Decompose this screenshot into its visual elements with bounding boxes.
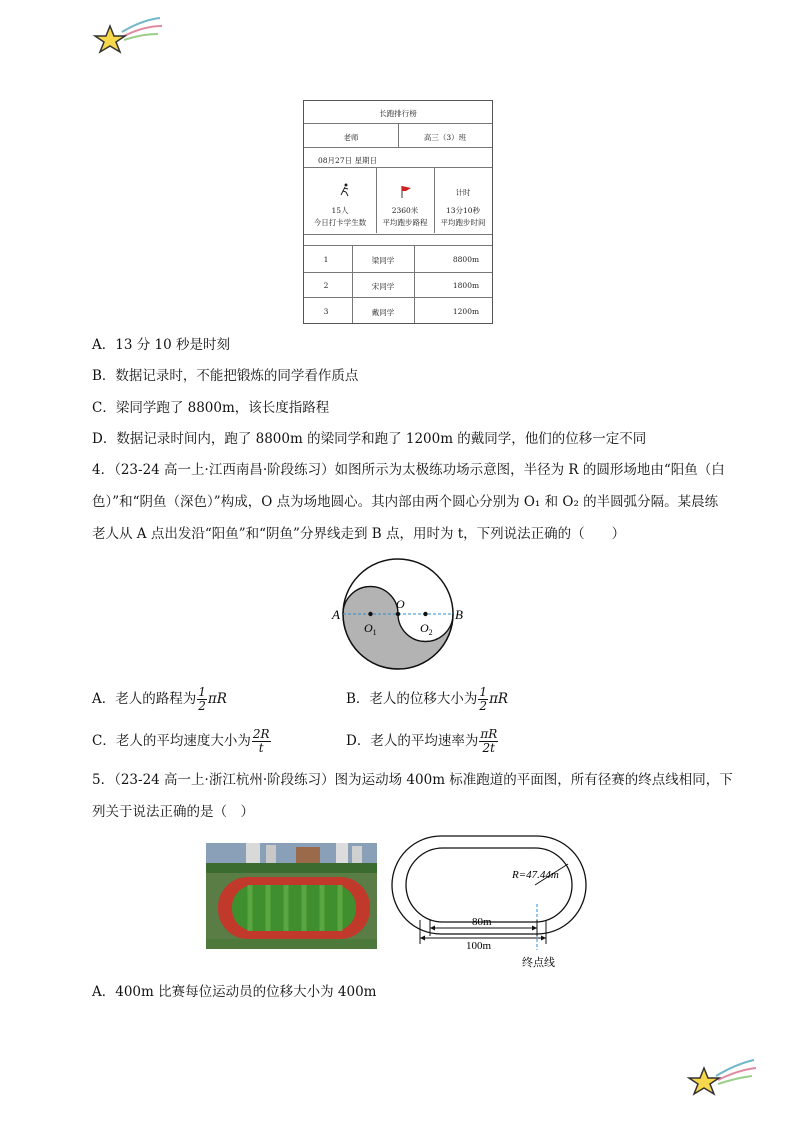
- q4-option-c: C．老人的平均速度大小为 $\frac{2R}{t}$: [92, 727, 270, 755]
- rank-name: 梁同学: [371, 256, 395, 265]
- q5-stem-line1: 5．（23-24 高一上·浙江杭州·阶段练习）图为运动场 400m 标准跑道的平面图，所有径赛的终点线相同，下: [92, 772, 733, 788]
- q3-option-c: C．梁同学跑了 8800m，该长度指路程: [92, 400, 330, 416]
- q4-option-d: D．老人的平均速率为 $\frac{\pi R}{2t}$: [346, 727, 498, 755]
- inner-lane: [406, 848, 572, 922]
- stat-label-students: 今日打卡学生数: [313, 218, 367, 227]
- rank-name: 宋同学: [371, 282, 395, 291]
- radius-label: R=47.44m: [512, 869, 559, 881]
- stat-label-distance: 平均跑步路程: [382, 218, 428, 227]
- runner-icon: [340, 183, 350, 197]
- stat-value-students: 15人: [331, 206, 349, 215]
- q4-stem-line1: 4．（23-24 高一上·江西南昌·阶段练习）如图所示为太极练功场示意图，半径为 R 的圆形场地由“阳鱼（白: [92, 462, 725, 478]
- rank-name: 戴同学: [371, 308, 395, 317]
- label-o2: $O_2$: [420, 621, 433, 637]
- q4-stem-line2: 色）”和“阴鱼（深色）”构成，O 点为场地圆心。其内部由两个圆心分别为 O₁ 和 O₂ 的半圆弧分隔。某晨练: [92, 494, 719, 510]
- board-class: 高三（3）班: [423, 133, 467, 142]
- len100-label: 100m: [466, 940, 492, 952]
- star-decoration-icon: [92, 14, 164, 58]
- q4-option-b: B．老人的位移大小为 $\frac{1}{2}$ πR: [346, 685, 509, 713]
- rank-number: 3: [323, 307, 329, 316]
- star-decoration-icon: [686, 1054, 758, 1098]
- rank-distance: 1800m: [452, 281, 480, 290]
- taiji-figure: [328, 558, 468, 670]
- stat-value-distance: 2360米: [391, 206, 419, 215]
- q5-stem-line2: 列关于说法正确的是（ ）: [92, 804, 254, 820]
- label-b: B: [455, 607, 463, 622]
- rank-distance: 8800m: [452, 255, 480, 264]
- finish-label: 终点线: [522, 957, 555, 969]
- q3-option-b: B．数据记录时，不能把锻炼的同学看作质点: [92, 368, 359, 384]
- len80-label: 80m: [472, 916, 492, 928]
- stadium-photo: [206, 843, 377, 949]
- q3-option-a: A．13 分 10 秒是时刻: [92, 337, 230, 353]
- q4-stem-line3: 老人从 A 点出发沿“阳鱼”和“阴鱼”分界线走到 B 点，用时为 t，下列说法正确的（ ）: [92, 526, 626, 542]
- label-o: O: [396, 597, 405, 611]
- board-teacher: 老师: [343, 133, 359, 142]
- stat-top-timer: 计时: [455, 188, 471, 197]
- q5-option-a: A．400m 比赛每位运动员的位移大小为 400m: [92, 984, 377, 1000]
- rank-number: 2: [323, 281, 329, 290]
- label-o1: $O_1$: [364, 621, 377, 637]
- flag-icon: [400, 185, 412, 199]
- board-title: 长跑排行榜: [379, 109, 417, 118]
- rank-number: 1: [323, 255, 329, 264]
- board-date: 08月27日 星期日: [318, 156, 377, 165]
- stat-label-time: 平均跑步时间: [440, 218, 486, 227]
- label-a: A: [332, 607, 340, 622]
- q3-option-d: D．数据记录时间内，跑了 8800m 的梁同学和跑了 1200m 的戴同学，他们的位移一定不同: [92, 431, 647, 447]
- rank-distance: 1200m: [452, 307, 480, 316]
- track-plan-diagram: [390, 834, 590, 972]
- q4-option-a: A．老人的路程为 $\frac{1}{2}$ πR: [92, 685, 227, 713]
- leaderboard-card: [303, 100, 493, 324]
- stat-value-time: 13分10秒: [445, 206, 481, 215]
